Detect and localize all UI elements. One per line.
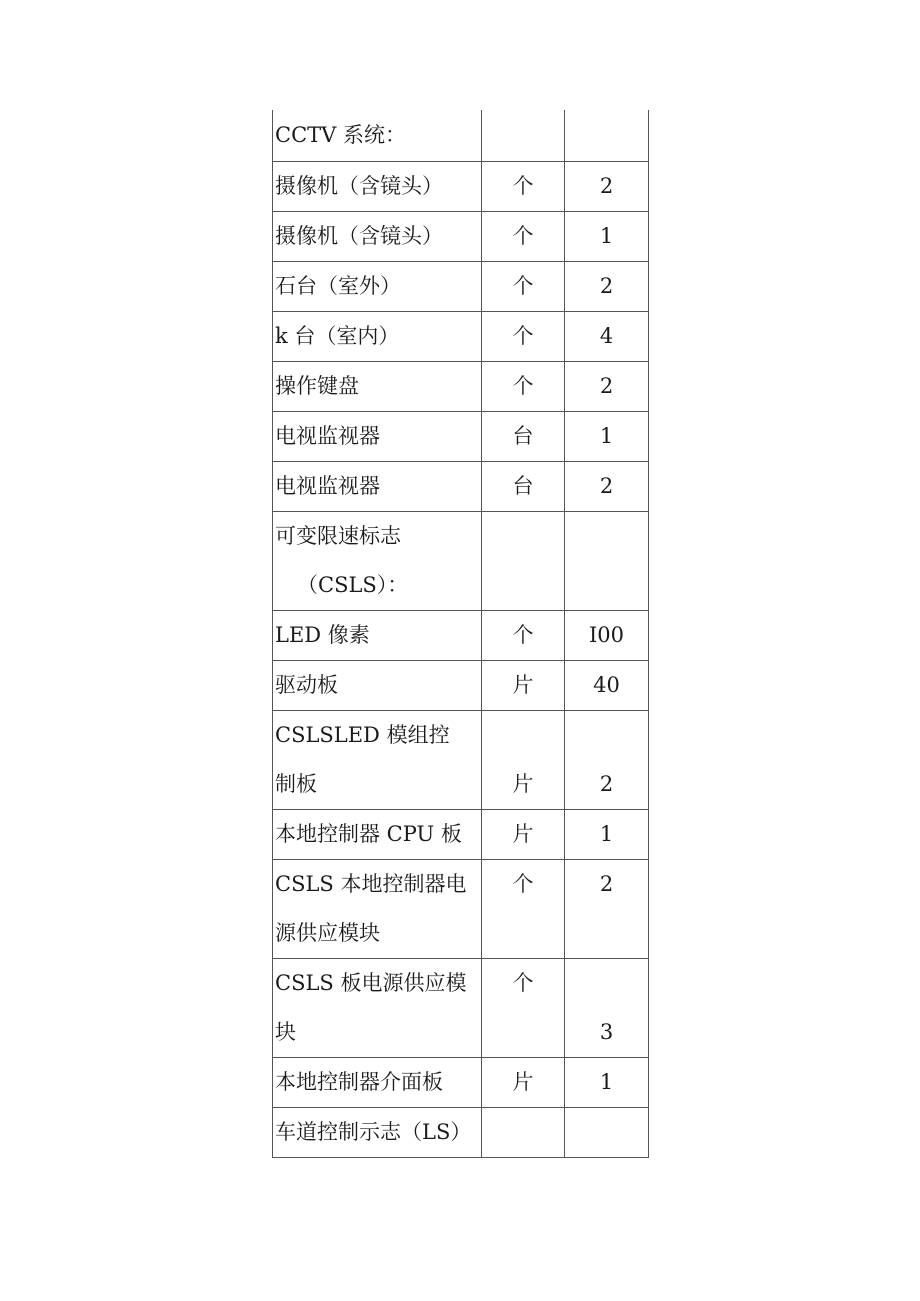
item-name-line: 源供应模块	[275, 920, 380, 945]
item-name-cell	[273, 710, 482, 809]
quantity-cell	[565, 511, 649, 610]
item-name-line: 块	[275, 1019, 296, 1044]
table-row	[273, 511, 649, 610]
item-name-cell: 本地控制器 CPU 板	[273, 809, 482, 859]
unit-cell: 个	[482, 261, 565, 311]
quantity-cell: 2	[565, 261, 649, 311]
unit-cell: 台	[482, 411, 565, 461]
table-row	[273, 660, 649, 710]
item-name-cell: 摄像机（含镜头）	[273, 211, 482, 261]
item-name-line: CSLS 本地控制器电	[275, 871, 467, 896]
item-name-line: 可变限速标志	[275, 523, 401, 548]
table-row	[273, 1057, 649, 1107]
quantity-cell	[565, 1107, 649, 1157]
table-row	[273, 311, 649, 361]
item-name-cell: 本地控制器介面板	[273, 1057, 482, 1107]
unit-cell: 个	[482, 361, 565, 411]
item-name-line: CSLS 板电源供应模	[275, 970, 467, 995]
unit-cell: 个	[482, 610, 565, 660]
item-name-line: 制板	[275, 771, 317, 796]
item-name-cell	[273, 958, 482, 1057]
item-name-cell: 电视监视器	[273, 411, 482, 461]
unit-cell: 台	[482, 461, 565, 511]
unit-cell: 片	[482, 809, 565, 859]
unit-cell	[482, 511, 565, 610]
table-row	[273, 1107, 649, 1157]
item-name-cell: CCTV 系统：	[273, 110, 482, 161]
item-name-cell: 操作键盘	[273, 361, 482, 411]
unit-cell: 个	[482, 161, 565, 211]
unit-cell	[482, 110, 565, 161]
quantity-cell: 2	[565, 361, 649, 411]
table-row	[273, 859, 649, 958]
item-name-line: （CSLS）：	[297, 572, 409, 597]
item-name-line: CSLSLED 模组控	[275, 722, 450, 747]
item-name-cell: 电视监视器	[273, 461, 482, 511]
unit-cell: 个	[482, 958, 565, 1057]
quantity-cell: 2	[565, 710, 649, 809]
quantity-cell: 40	[565, 660, 649, 710]
quantity-cell: 3	[565, 958, 649, 1057]
quantity-cell: 1	[565, 211, 649, 261]
item-name-cell	[273, 859, 482, 958]
unit-cell: 个	[482, 211, 565, 261]
item-name-cell: 摄像机（含镜头）	[273, 161, 482, 211]
table-row	[273, 411, 649, 461]
quantity-cell: I00	[565, 610, 649, 660]
table-row	[273, 809, 649, 859]
table-row	[273, 161, 649, 211]
quantity-cell: 2	[565, 161, 649, 211]
item-name-cell: k 台（室内）	[273, 311, 482, 361]
table-row	[273, 610, 649, 660]
quantity-cell	[565, 110, 649, 161]
unit-cell	[482, 1107, 565, 1157]
quantity-cell: 1	[565, 1057, 649, 1107]
item-name-cell: 车道控制示志（LS）	[273, 1107, 482, 1157]
unit-cell: 片	[482, 1057, 565, 1107]
table-row	[273, 211, 649, 261]
table-row	[273, 110, 649, 161]
quantity-cell: 1	[565, 411, 649, 461]
quantity-cell: 2	[565, 859, 649, 958]
table-row	[273, 461, 649, 511]
unit-cell: 片	[482, 660, 565, 710]
table-row	[273, 261, 649, 311]
unit-cell: 个	[482, 311, 565, 361]
table-row	[273, 958, 649, 1057]
table-row	[273, 710, 649, 809]
item-name-cell: 石台（室外）	[273, 261, 482, 311]
quantity-cell: 4	[565, 311, 649, 361]
quantity-cell: 2	[565, 461, 649, 511]
item-name-cell	[273, 511, 482, 610]
unit-cell: 个	[482, 859, 565, 958]
unit-cell: 片	[482, 710, 565, 809]
table-row	[273, 361, 649, 411]
item-name-cell: LED 像素	[273, 610, 482, 660]
spare-parts-table	[272, 110, 649, 1158]
item-name-cell: 驱动板	[273, 660, 482, 710]
quantity-cell: 1	[565, 809, 649, 859]
